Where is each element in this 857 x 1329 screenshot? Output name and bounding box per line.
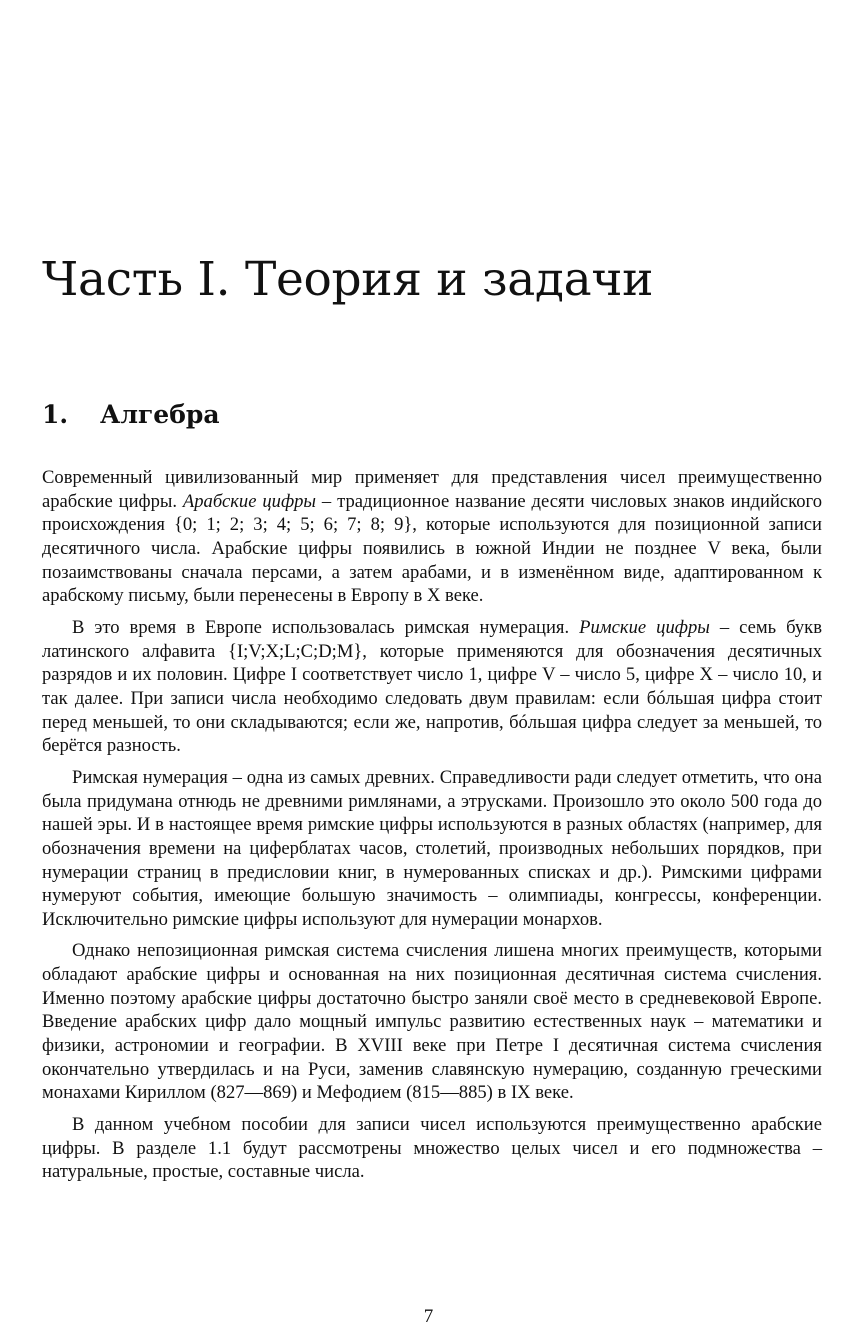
- paragraph: [42, 466, 822, 608]
- paragraph-text: Современный цивилизованный мир применяет для представления чисел преимущественно арабские цифры.: [42, 467, 822, 512]
- section-title: Алгебра: [100, 400, 220, 429]
- paragraph-text: – семь букв латинского алфавита {I;V;X;L;C;D;M}, которые применяются для обозначения десятичных разрядов и их половин. Цифре I соответствует число 1, цифре V – число 5, цифре X – число 10, и так далее. При записи числа необходимо следовать двум правилам: если бóльшая цифра стоит перед меньшей, то они складываются; если же, напротив, бóльшая цифра следует за меньшей, то берётся разность.: [42, 616, 822, 757]
- section-number: 1.: [42, 400, 69, 429]
- paragraph-text: Римская нумерация – одна из самых древних. Справедливости ради следует отметить, что она была придумана отнюдь не древними римлянами, а этрусками. Произошло это около 500 года до нашей эры. И в настоящее время римские цифры используются в разных областях (например, для обозначения времени на циферблатах часов, столетий, производных небольших порядков, при нумерации страниц в предисловии книг, в нумерованных списках и др.). Римскими цифрами нумеруют события, имеющие большую значимость – олимпиады, конгрессы, конференции. Исключительно римские цифры используют для нумерации монархов.: [42, 766, 822, 930]
- body-text: [42, 466, 822, 1192]
- paragraph: [42, 1113, 822, 1184]
- paragraph-text: – традиционное название десяти числовых знаков индийского происхождения {0; 1; 2; 3; 4; 5; 6; 7; 8; 9}, которые используются для позиционной записи десятичного числа. Арабские цифры появились в южной Индии не позднее V века, были позаимствованы сначала персами, а затем арабами, и в изменённом виде, адаптированном к арабскому письму, были перенесены в Европу в X веке.: [42, 490, 822, 607]
- paragraph: [42, 616, 822, 758]
- italic-term: Римские цифры: [579, 616, 710, 638]
- paragraph-text: Однако непозиционная римская система счисления лишена многих преимуществ, которыми обладают арабские цифры и основанная на них позиционная десятичная система счисления. Именно поэтому арабские цифры достаточно быстро заняли своё место в средневековой Европе. Введение арабских цифр дало мощный импульс развитию естественных наук – математики и физики, астрономии и географии. В XVIII веке при Петре I десятичная система счисления окончательно утвердилась и на Руси, заменив славянскую нумерацию, созданную греческими монахами Кириллом (827—869) и Мефодием (815—885) в IX веке.: [42, 940, 822, 1104]
- italic-term: Арабские цифры: [182, 490, 317, 512]
- paragraph-text: В это время в Европе использовалась римская нумерация.: [72, 616, 580, 638]
- section-heading: [42, 399, 220, 431]
- page-number: 7: [423, 1306, 434, 1327]
- paragraph-text: В данном учебном пособии для записи чисел используются преимущественно арабские цифры. В разделе 1.1 будут рассмотрены множество целых чисел и его подмножества – натуральные, простые, составные числа.: [42, 1114, 822, 1183]
- part-title: Часть I. Теория и задачи: [42, 252, 654, 307]
- paragraph: [42, 766, 822, 932]
- paragraph: [42, 939, 822, 1105]
